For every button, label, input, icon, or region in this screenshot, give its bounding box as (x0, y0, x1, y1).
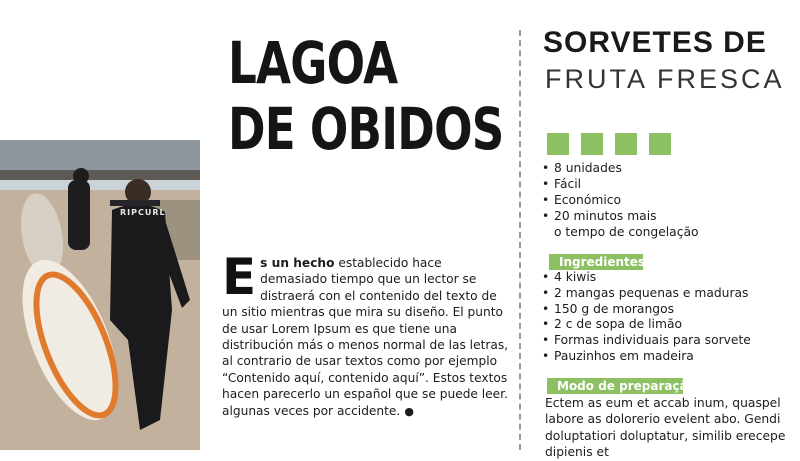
accent-square (581, 133, 603, 155)
recipe-subtitle: FRUTA FRESCA (545, 64, 785, 94)
info-item: • Económico (540, 192, 790, 208)
ingredients-list (540, 270, 795, 365)
info-item: • Fácil (540, 176, 790, 192)
body-text: establecido hace demasiado tiempo que un lector se distraerá con el contenido del texto de un sitio mientras que mira su diseño. El punto de usar Lorem Ipsum es que tiene una distribución más o menos normal de las letras, al contrario de usar textos como por ejemplo “Contenido aquí, contenido aquí”. Estos textos hacen parecerlo un español que se puede leer. algunas veces por accidente. (222, 256, 509, 418)
title-line-1: LAGOA (228, 29, 398, 97)
preparation-text: Ectem as eum et accab inum, quaspel labore as dolorerio evelent abo. Gendi doluptatiori doluptatur, similib erecepe dipienis et (545, 396, 786, 460)
preparation-heading: Modo de preparação (547, 378, 683, 394)
ingredient-item: • 4 kiwis (540, 270, 795, 286)
info-item: • 20 minutos mais o tempo de congelação (540, 208, 790, 240)
accent-squares (547, 133, 671, 155)
lead-bold: s un hecho (260, 256, 335, 270)
column-divider (519, 30, 521, 450)
ingredients-heading: Ingredientes (549, 254, 643, 270)
drop-cap: E (222, 248, 257, 306)
accent-square (615, 133, 637, 155)
ingredient-item: • Pauzinhos em madeira (540, 349, 795, 365)
wetsuit-label: RIPCURL (120, 208, 166, 217)
info-item: • 8 unidades (540, 160, 790, 176)
article-body (222, 248, 512, 420)
surfers-photo (0, 140, 200, 450)
ingredient-item: • Formas individuais para sorvete (540, 333, 795, 349)
recipe-info-list (540, 160, 790, 240)
accent-square (649, 133, 671, 155)
accent-square (547, 133, 569, 155)
title-line-2: DE OBIDOS (228, 95, 504, 163)
ingredient-item: • 150 g de morangos (540, 302, 795, 318)
recipe-title: SORVETES DE (543, 26, 767, 59)
article-title (228, 29, 504, 163)
ingredient-item: • 2 mangas pequenas e maduras (540, 286, 795, 302)
end-mark-icon: ● (404, 404, 414, 418)
ingredient-item: • 2 c de sopa de limão (540, 317, 795, 333)
